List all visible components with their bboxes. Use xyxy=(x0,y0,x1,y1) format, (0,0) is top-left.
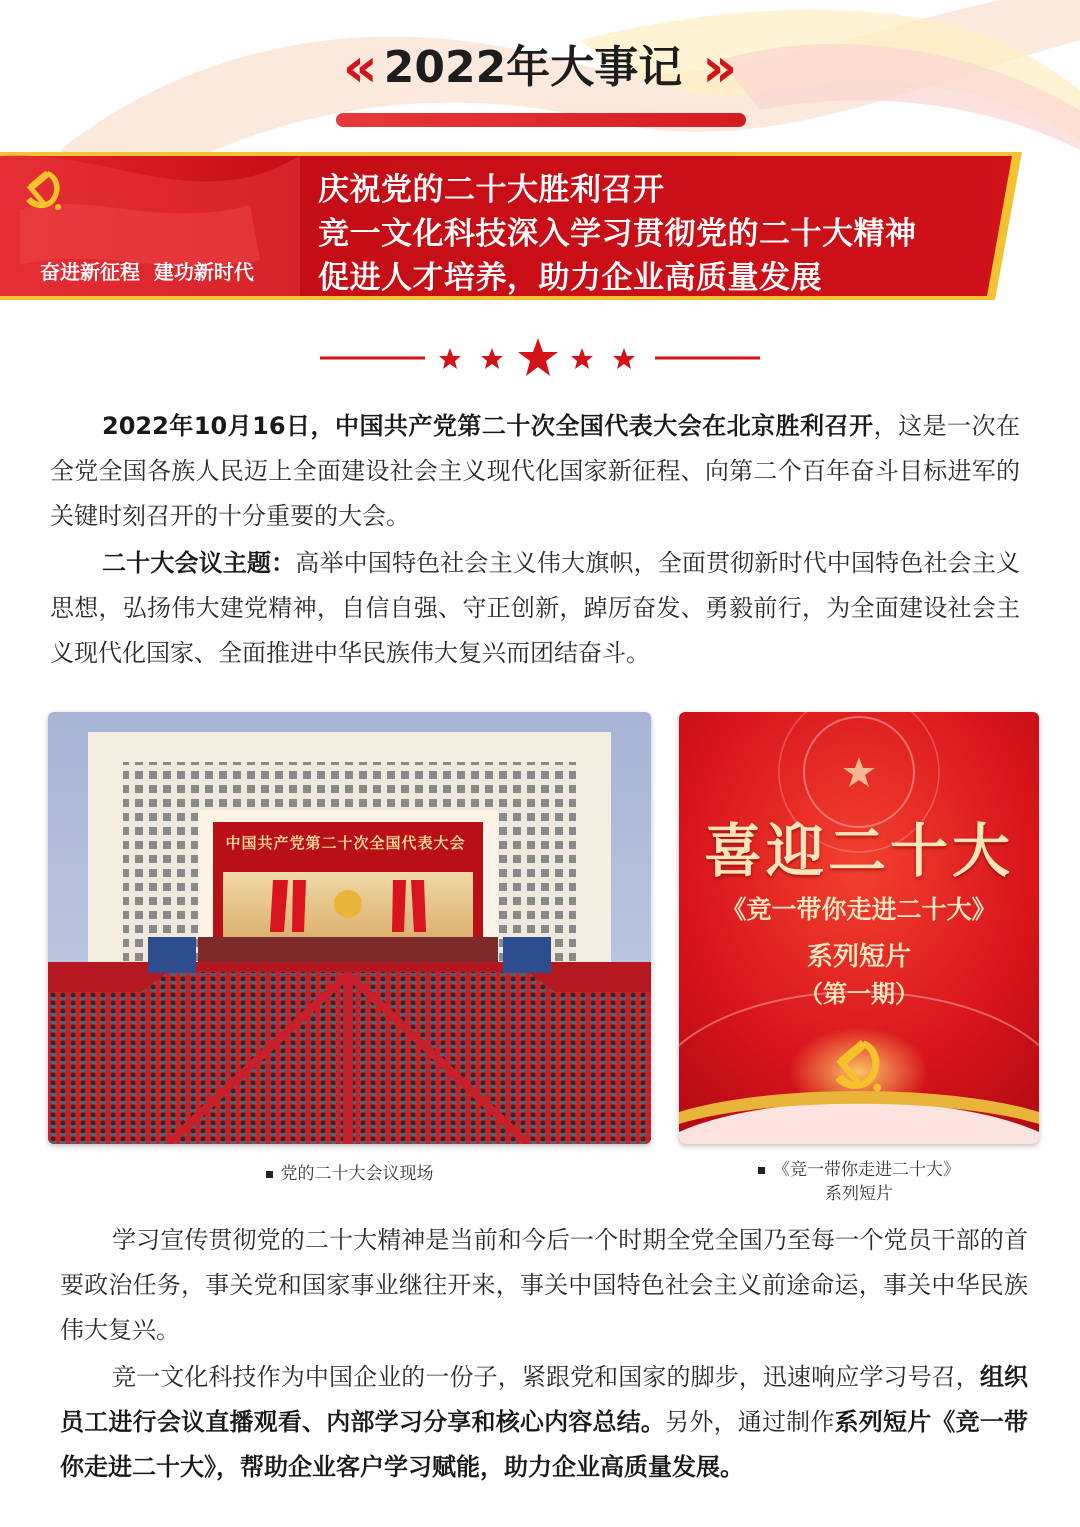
paragraph-congress-opening: 2022年10月16日，中国共产党第二十次全国代表大会在北京胜利召开，这是一次在全党全国各族人民迈上全面建设社会主义现代化国家新征程、向第二个百年奋斗目标进军的关键时刻召开的十分重要的大会。 xyxy=(50,412,1021,530)
party-emblem-icon xyxy=(18,163,70,215)
paragraph-study-importance: 学习宣传贯彻党的二十大精神是当前和今后一个时期全党全国乃至每一个党员干部的首要政治任务，事关党和国家事业继往开来，事关中国特色社会主义前途命运，事关中华民族伟大复兴。 xyxy=(60,1226,1028,1344)
photo-caption-hall: 党的二十大会议现场 xyxy=(48,1162,651,1186)
banner-headlines xyxy=(318,168,917,300)
title-underline xyxy=(336,113,746,127)
star-icon xyxy=(439,348,461,369)
star-icon xyxy=(613,348,635,369)
page-title: 2022年大事记 xyxy=(383,42,683,93)
poster-issue-label: （第一期） xyxy=(799,979,919,1008)
left-chevrons-icon: « xyxy=(342,36,364,99)
poster-subtitle: 《竞一带你走进二十大》 xyxy=(721,895,997,924)
bullet-square-icon xyxy=(758,1167,765,1174)
series-poster-image xyxy=(679,712,1039,1144)
page-header xyxy=(0,38,1080,98)
banner-line-1: 庆祝党的二十大胜利召开 xyxy=(318,172,665,208)
photo-caption-poster: 《竞一带你走进二十大》 系列短片 xyxy=(679,1158,1039,1206)
paragraph-company-actions: 竞一文化科技作为中国企业的一份子，紧跟党和国家的脚步，迅速响应学习号召，组织员工进行会议直播观看、内部学习分享和核心内容总结。另外，通过制作系列短片《竞一带你走进二十大》，帮助企业客户学习赋能，助力企业高质量发展。 xyxy=(60,1363,1029,1481)
banner-line-2: 竞一文化科技深入学习贯彻党的二十大精神 xyxy=(318,216,917,252)
star-divider xyxy=(320,336,760,380)
hall-banner-text: 中国共产党第二十次全国代表大会 xyxy=(225,834,466,852)
congress-hall-photo xyxy=(48,712,651,1144)
banner-line-3: 促进人才培养，助力企业高质量发展 xyxy=(318,260,822,296)
paragraph-congress-theme: 二十大会议主题：高举中国特色社会主义伟大旗帜，全面贯彻新时代中国特色社会主义思想，弘扬伟大建党精神，自信自强、守正创新，踔厉奋发、勇毅前行，为全面建设社会主义现代化国家、全面推进中华民族伟大复兴而团结奋斗。 xyxy=(50,549,1020,667)
poster-main-title: 喜迎二十大 xyxy=(703,817,1014,885)
party-emblem-icon xyxy=(825,1030,893,1098)
poster-series-label: 系列短片 xyxy=(806,942,911,972)
star-icon xyxy=(571,348,593,369)
star-icon xyxy=(518,338,558,376)
right-chevrons-icon: » xyxy=(702,36,724,99)
star-icon xyxy=(481,348,503,369)
banner-slogan: 奋进新征程 建功新时代 xyxy=(40,260,254,284)
bullet-square-icon xyxy=(266,1171,273,1178)
